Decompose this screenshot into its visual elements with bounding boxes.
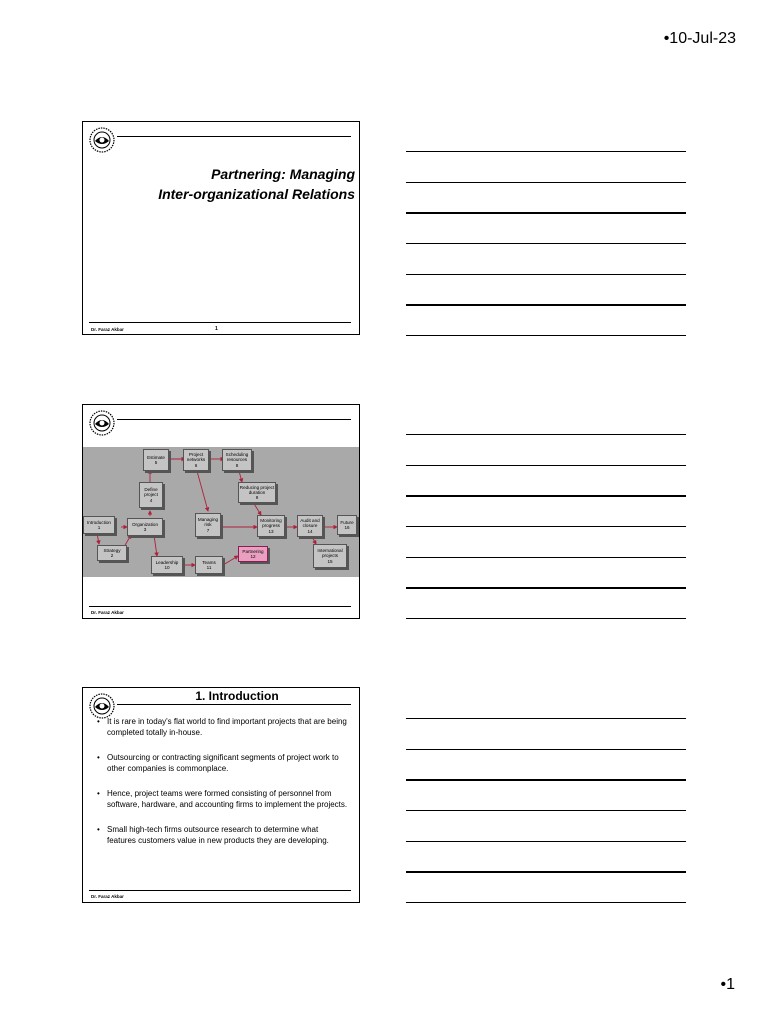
slide-1	[82, 121, 360, 335]
page-number: •1	[720, 976, 735, 993]
node-label: Introduction	[86, 519, 111, 525]
slide-footer-author: Dr. Faraz Akbar	[91, 894, 124, 899]
diagram-node-scheduling-resources	[222, 449, 252, 471]
node-label: Monitoring progress	[260, 518, 282, 529]
bullet-item: • Outsourcing or contracting significant segments of project work to other companies is commonplace.	[97, 752, 349, 774]
node-label: Teams	[202, 559, 216, 565]
diagram-node-estimate	[143, 449, 169, 471]
node-number: 6	[194, 462, 198, 468]
bullet-list	[97, 716, 349, 860]
diagram-node-managing-risk	[195, 513, 221, 537]
title-line-1: Partnering: Managing	[211, 166, 355, 182]
node-label: Project networks	[186, 452, 206, 463]
node-label: Estimate	[147, 454, 165, 460]
slide-footer-author: Dr. Faraz Akbar	[91, 610, 124, 615]
notes-lines-2	[406, 434, 686, 620]
node-label: Audit and closure	[300, 518, 320, 529]
notes-lines-1	[406, 151, 686, 337]
node-number: 15	[327, 558, 333, 564]
node-label: Strategy	[103, 547, 121, 553]
university-logo-icon	[89, 127, 115, 153]
diagram-node-audit-and-closure	[297, 515, 323, 537]
university-logo-icon	[89, 410, 115, 436]
node-number: 3	[143, 527, 147, 532]
node-label: Partnering	[242, 548, 264, 554]
node-number: 14	[307, 528, 313, 534]
node-label: Leadership	[155, 559, 179, 565]
node-label: Define project	[144, 487, 158, 498]
node-number: 13	[268, 528, 274, 534]
slide-3	[82, 687, 360, 903]
notes-lines-3	[406, 718, 686, 904]
node-label: Scheduling resources	[225, 452, 249, 463]
diagram-node-international-projects	[313, 544, 347, 568]
title-line-2: Inter-organizational Relations	[158, 186, 355, 202]
bullet-item: • Small high-tech firms outsource research to determine what features customers value in new products they are developing.	[97, 824, 349, 846]
node-label: Organization	[131, 521, 159, 527]
node-number: 4	[149, 497, 153, 503]
node-number: 2	[110, 553, 114, 558]
node-label: Managing risk	[197, 517, 219, 528]
chapter-flow-diagram	[83, 447, 360, 577]
diagram-node-reducing-project-duration	[238, 482, 276, 503]
bullet-item: • Hence, project teams were formed consisting of personnel from software, hardware, and accounting firms to implement the projects.	[97, 788, 349, 810]
diagram-node-define-project	[139, 482, 163, 508]
node-number: 8	[235, 462, 239, 468]
slide-title	[95, 164, 355, 204]
node-number: 9	[255, 495, 259, 501]
bullet-item: • It is rare in today's flat world to find important projects that are being completed totally in-house.	[97, 716, 349, 738]
node-label: Future	[340, 519, 354, 525]
slide-footer-author: Dr. Faraz Akbar	[91, 327, 124, 332]
diagram-node-project-networks	[183, 449, 209, 471]
diagram-node-partnering	[238, 546, 268, 562]
slide-footer-page: 1	[215, 326, 218, 332]
node-number: 5	[154, 460, 158, 465]
diagram-node-leadership	[151, 556, 183, 574]
diagram-node-introduction	[83, 516, 115, 534]
node-number: 1	[97, 525, 101, 530]
node-number: 11	[206, 565, 212, 570]
diagram-node-strategy	[97, 545, 127, 561]
node-number: 7	[206, 527, 210, 533]
slide-title: 1. Introduction	[195, 689, 279, 703]
node-number: 16	[344, 525, 350, 530]
diagram-node-organization	[127, 518, 163, 536]
diagram-node-monitoring-progress	[257, 515, 285, 537]
page-date: •10-Jul-23	[663, 30, 736, 47]
node-label: International projects	[317, 548, 343, 559]
node-label: Reducing project duration	[239, 484, 275, 495]
node-number: 10	[164, 565, 170, 570]
diagram-node-future	[337, 515, 357, 535]
node-number: 12	[250, 554, 256, 559]
diagram-node-teams	[195, 556, 223, 574]
slide-2	[82, 404, 360, 619]
